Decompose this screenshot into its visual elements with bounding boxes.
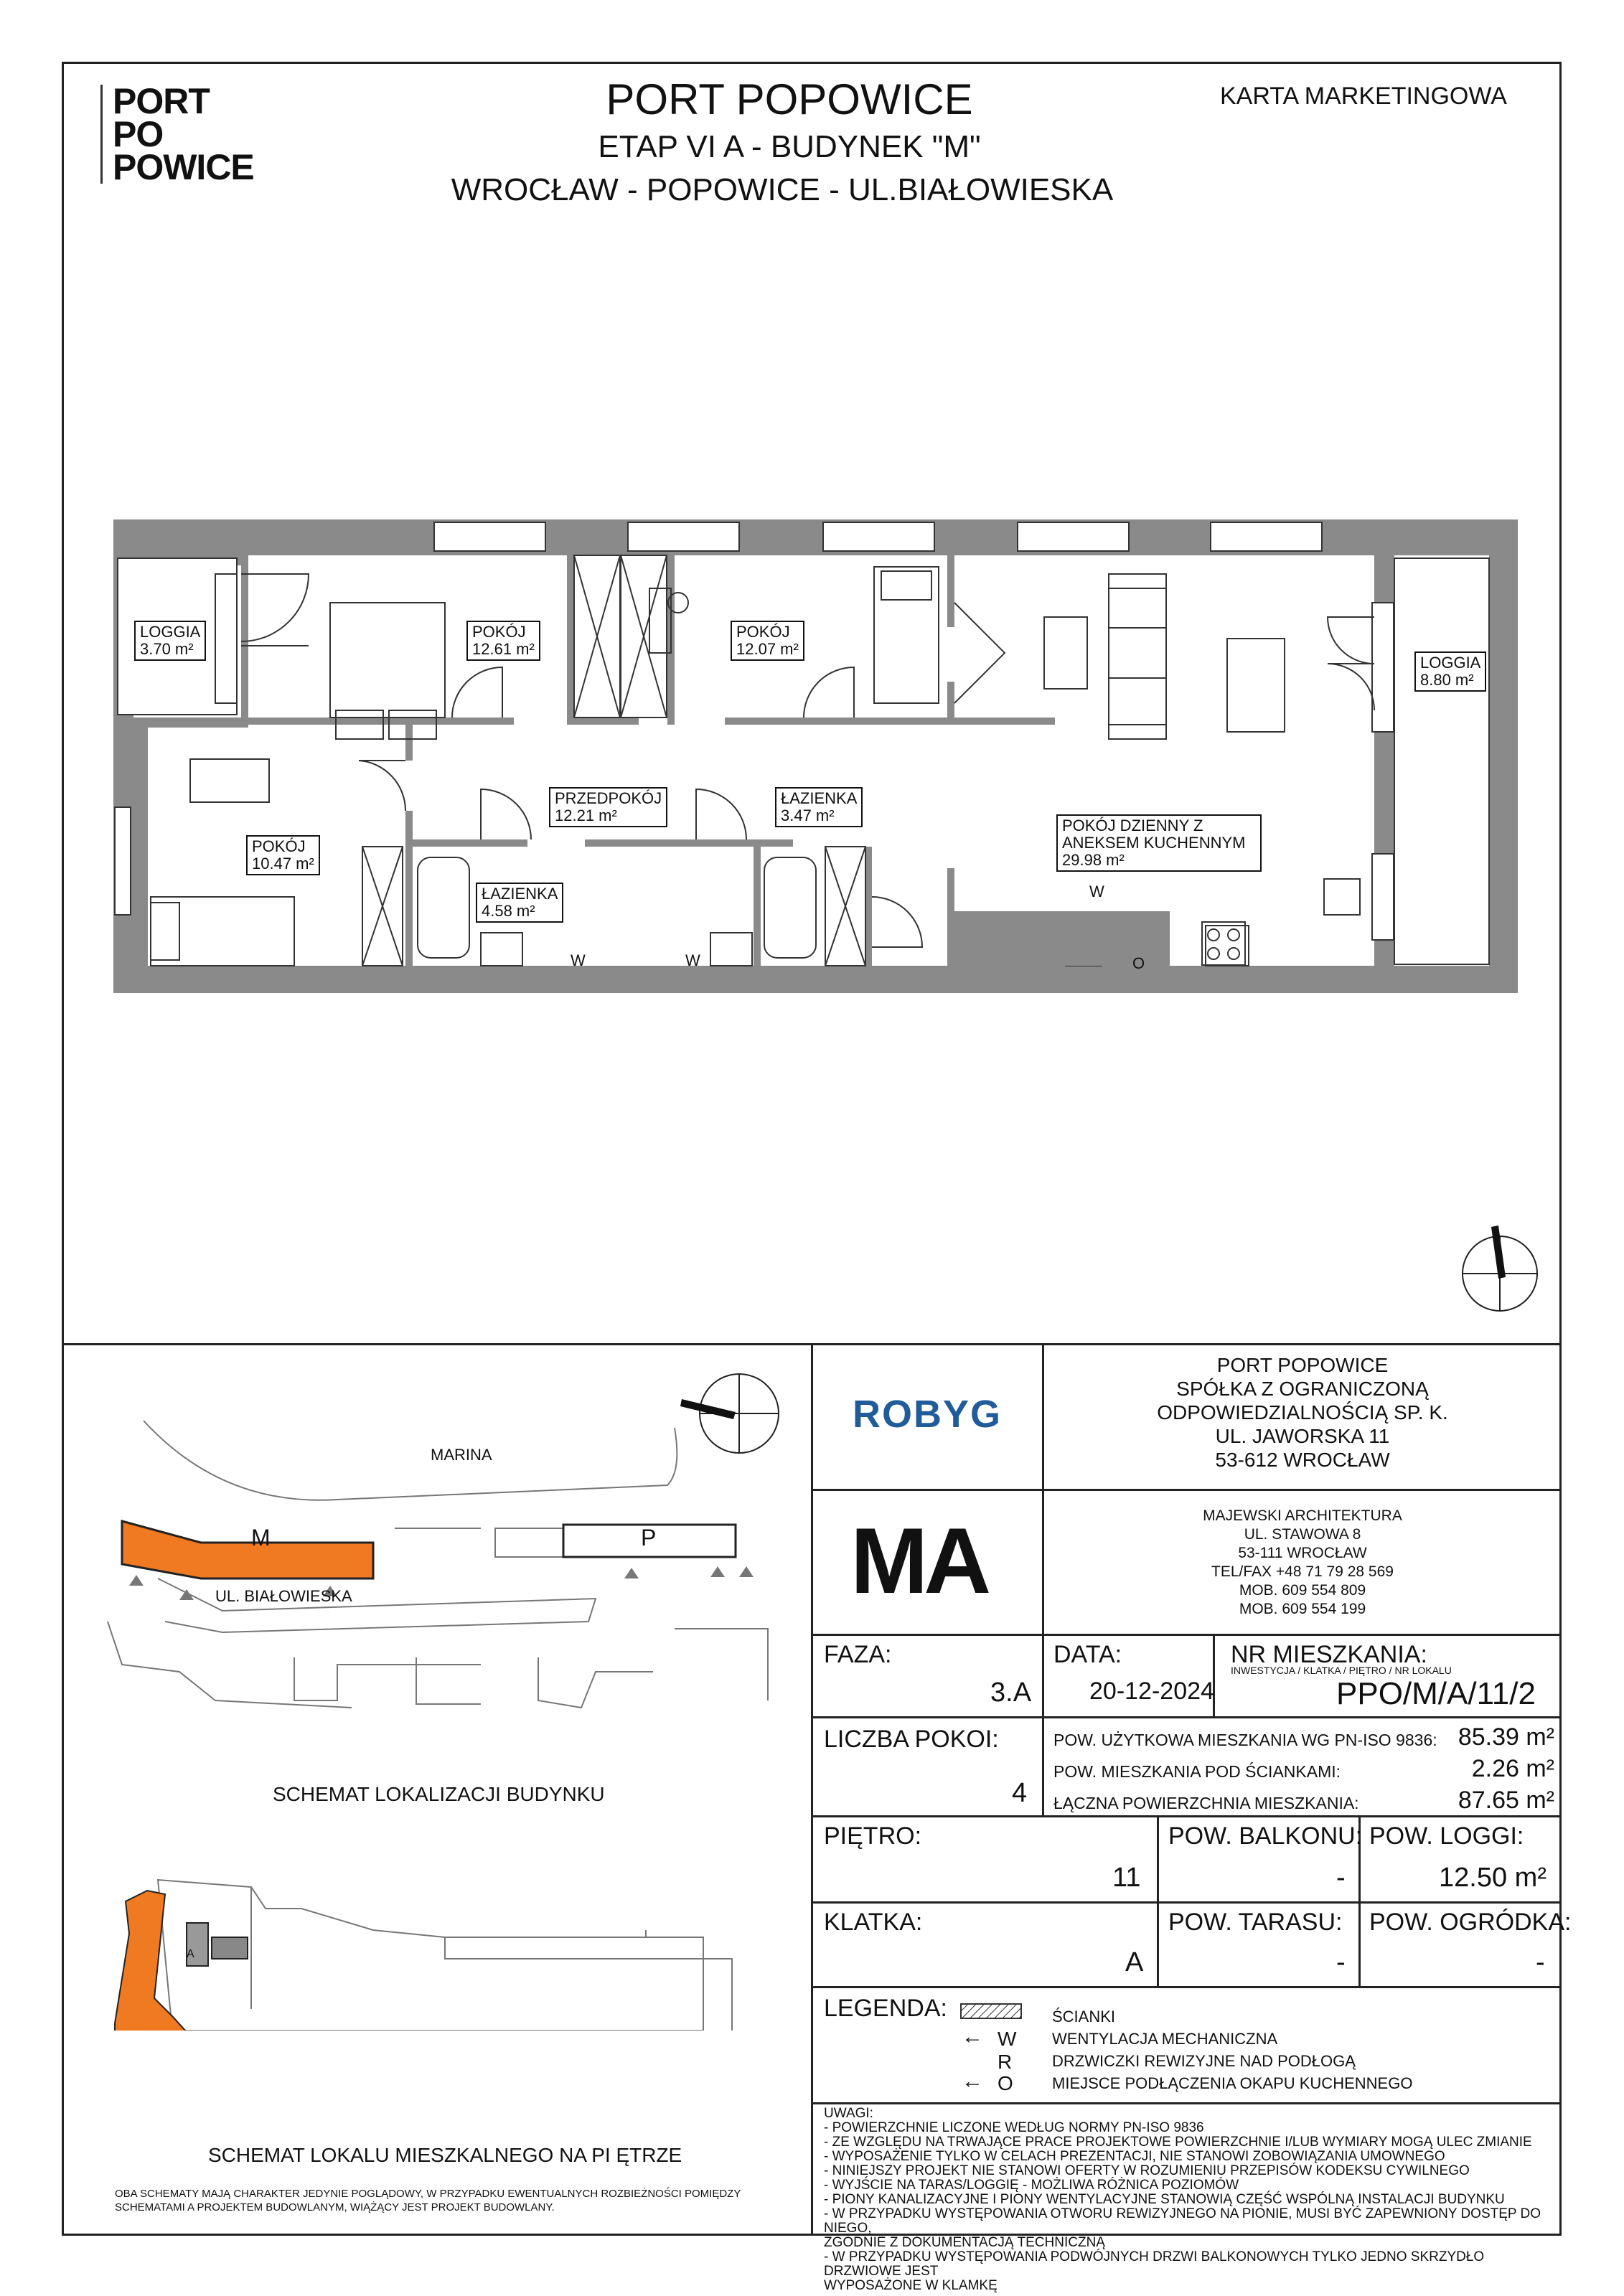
data-label: DATA: — [1053, 1641, 1122, 1668]
under-walls-area-value: 2.26 m² — [1471, 1755, 1554, 1782]
divider — [811, 1901, 1562, 1904]
floor-plan — [108, 509, 1529, 997]
room-label-living-room: POKÓJ DZIENNY Z ANEKSEM KUCHENNYM 29.98 m² — [1056, 814, 1262, 872]
architect-address: MAJEWSKI ARCHITEKTURA UL. STAWOWA 8 53-111 WROCŁAW TEL/FAX +48 71 79 28 569 MOB. 609 554 809 MOB. 609 554 199 — [1203, 1507, 1402, 1617]
floor-value: 11 — [1112, 1863, 1141, 1893]
room-label-loggia: LOGGIA 8.80 m² — [1414, 651, 1486, 692]
logo-line: POWICE — [113, 147, 254, 187]
north-arrow-icon — [1457, 1220, 1550, 1313]
faza-value: 3.A — [990, 1678, 1032, 1708]
garden-value: - — [1536, 1947, 1545, 1977]
legend-title: LEGENDA: — [824, 1995, 947, 2022]
page-location: WROCŁAW - POPOWICE - UL.BIAŁOWIESKA — [451, 172, 1114, 207]
terrace-label: POW. TARASU: — [1168, 1909, 1343, 1936]
vent-mark: W — [1089, 883, 1104, 900]
legend-symbol: W — [998, 2028, 1017, 2050]
schema-floor-caption: SCHEMAT LOKALU MIESZKALNEGO NA PI ĘTRZE — [208, 2144, 682, 2166]
arrow-left-icon: ← — [962, 2069, 983, 2093]
schema-building-caption: SCHEMAT LOKALIZACJI BUDYNKU — [273, 1783, 605, 1805]
rooms-count-label: LICZBA POKOI: — [824, 1726, 999, 1753]
hood-mark: O — [1132, 954, 1145, 972]
loggia-area-label: POW. LOGGI: — [1369, 1822, 1524, 1850]
room-label-loggia: LOGGIA 3.70 m² — [134, 621, 206, 661]
data-value: 20-12-2024 — [1089, 1678, 1214, 1705]
divider — [811, 2102, 1562, 2104]
logo-line: PORT — [113, 81, 210, 121]
vent-mark: W — [571, 951, 586, 969]
apartment-highlight — [115, 1891, 187, 2031]
legend-items: ŚCIANKI WENTYLACJA MECHANICZNA DRZWICZKI REWIZYJNE NAD PODŁOGĄ MIEJSCE PODŁĄCZENIA OKAPU KUCHENNEGO — [1052, 2008, 1413, 2092]
garden-label: POW. OGRÓDKA: — [1369, 1909, 1572, 1936]
faza-label: FAZA: — [824, 1641, 892, 1668]
arrow-left-icon: ← — [962, 2025, 983, 2048]
room-label-bathroom: ŁAZIENKA 4.58 m² — [476, 883, 563, 923]
room-label-bedroom: POKÓJ 10.47 m² — [246, 835, 320, 875]
nr-sublabel: INWESTYCJA / KLATKA / PIĘTRO / NR LOKALU — [1231, 1665, 1452, 1676]
site-label-street: UL. BIAŁOWIESKA — [215, 1587, 352, 1605]
developer-address: PORT POPOWICE SPÓŁKA Z OGRANICZONĄ ODPOWIEDZIALNOŚCIĄ SP. K. UL. JAWORSKA 11 53-612 WROCŁAW — [1157, 1354, 1448, 1471]
divider — [1157, 1815, 1159, 1986]
loggia-right — [1394, 558, 1489, 964]
port-popowice-logo — [100, 81, 254, 187]
divider — [1042, 1716, 1044, 1815]
divider — [811, 1986, 1562, 1988]
page-title: PORT POPOWICE — [606, 75, 973, 123]
stair-letter: A — [187, 1948, 194, 1960]
usable-area-label: POW. UŻYTKOWA MIESZKANIA WG PN-ISO 9836: — [1053, 1731, 1437, 1749]
total-area-label: ŁĄCZNA POWIERZCHNIA MIESZKANIA: — [1053, 1794, 1359, 1812]
room-label-hall: PRZEDPOKÓJ 12.21 m² — [549, 787, 667, 827]
room-label-bedroom: POKÓJ 12.61 m² — [466, 621, 540, 661]
total-area-value: 87.65 m² — [1458, 1787, 1554, 1814]
building-m — [122, 1521, 373, 1578]
divider — [811, 1716, 1562, 1718]
schema-disclaimer: OBA SCHEMATY MAJĄ CHARAKTER JEDYNIE POGLĄDOWY, W PRZYPADKU EWENTUALNYCH ROZBIEŻNOŚCI POMIĘDZY SCHEMATAMI A PROJEKTEM BUDOWLANYM, WIĄŻĄCY JEST PROJEKT BUDOWLANY. — [115, 2188, 741, 2213]
divider — [811, 1634, 1562, 1636]
site-label-building-m: M — [251, 1525, 271, 1551]
divider — [1042, 1634, 1044, 1716]
floor-location-schema — [86, 1866, 804, 2031]
vent-mark: W — [685, 951, 700, 969]
site-label-marina: MARINA — [431, 1446, 492, 1464]
notes: UWAGI: - POWIERZCHNIE LICZONE WEDŁUG NORMY PN-ISO 9836 - ZE WZGLĘDU NA TRWAJĄCE PRACE PROJEKTOWE POWIERZCHNIE I/LUB WYMIARY MOGĄ ULEC ZMIANIE - WYPOSAŻENIE TYLKO W CELACH PREZENTACJI, NIE STANOWI ZOBOWIĄZANIA UMOWNEGO - NINIEJSZY PROJEKT NIE STANOWI OFERTY W ROZUMIENIU PRZEPISÓW KODEKSU CYWILNEGO - WYJŚCIE NA TARAS/LOGGIĘ - MOŻLIWA RÓŻNICA POZIOMÓW - PIONY KANALIZACYJNE I PIONY WENTYLACYJNE STANOWIĄ CZĘŚĆ WSPÓLNĄ INSTALACJI BUDYNKU - W PRZYPADKU WYSTĘPOWANIA OTWORU REWIZYJNEGO NA PIONIE, MUSI BYĆ ZAPEWNIONY DOSTĘP DO NIEGO, ZGODNIE Z DOKUMENTACJĄ TECHNICZNĄ - W PRZYPADKU WYSTĘPOWANIA PODWÓJNYCH DRZWI BALKONOWYCH TYLKO JEDNO SKRZYDŁO DRZWIOWE JEST WYPOSAŻONE W KLAMKĘ — [824, 2106, 1541, 2293]
card-type: KARTA MARKETINGOWA — [1220, 83, 1507, 110]
hatch-icon — [960, 2003, 1022, 2019]
balcony-value: - — [1336, 1863, 1346, 1893]
terrace-value: - — [1336, 1947, 1346, 1977]
staircase-label: KLATKA: — [824, 1909, 923, 1936]
site-label-building-p: P — [641, 1525, 657, 1551]
north-arrow-icon — [680, 1374, 779, 1453]
nr-value: PPO/M/A/11/2 — [1336, 1676, 1536, 1711]
legend-symbol: R — [998, 2051, 1013, 2073]
page-subtitle: ETAP VI A - BUDYNEK "M" — [598, 129, 981, 164]
staircase-value: A — [1125, 1947, 1144, 1977]
robyg-logo: ROBYG — [853, 1393, 1003, 1436]
site-plan — [79, 1363, 804, 1765]
divider — [811, 1489, 1562, 1491]
room-label-bedroom: POKÓJ 12.07 m² — [731, 621, 804, 661]
legend-symbol: O — [998, 2072, 1013, 2094]
nr-label: NR MIESZKANIA: — [1231, 1641, 1427, 1668]
room-label-bathroom: ŁAZIENKA 3.47 m² — [775, 787, 863, 827]
ma-logo: MA — [850, 1508, 987, 1613]
usable-area-value: 85.39 m² — [1458, 1723, 1554, 1751]
loggia-area-value: 12.50 m² — [1439, 1863, 1546, 1893]
balcony-label: POW. BALKONU: — [1168, 1822, 1363, 1850]
under-walls-area-label: POW. MIESZKANIA POD ŚCIANKAMI: — [1053, 1762, 1341, 1781]
floor-label: PIĘTRO: — [824, 1822, 922, 1850]
rooms-count-value: 4 — [1012, 1778, 1028, 1808]
divider — [811, 1815, 1562, 1817]
logo-line: PO — [113, 114, 164, 154]
